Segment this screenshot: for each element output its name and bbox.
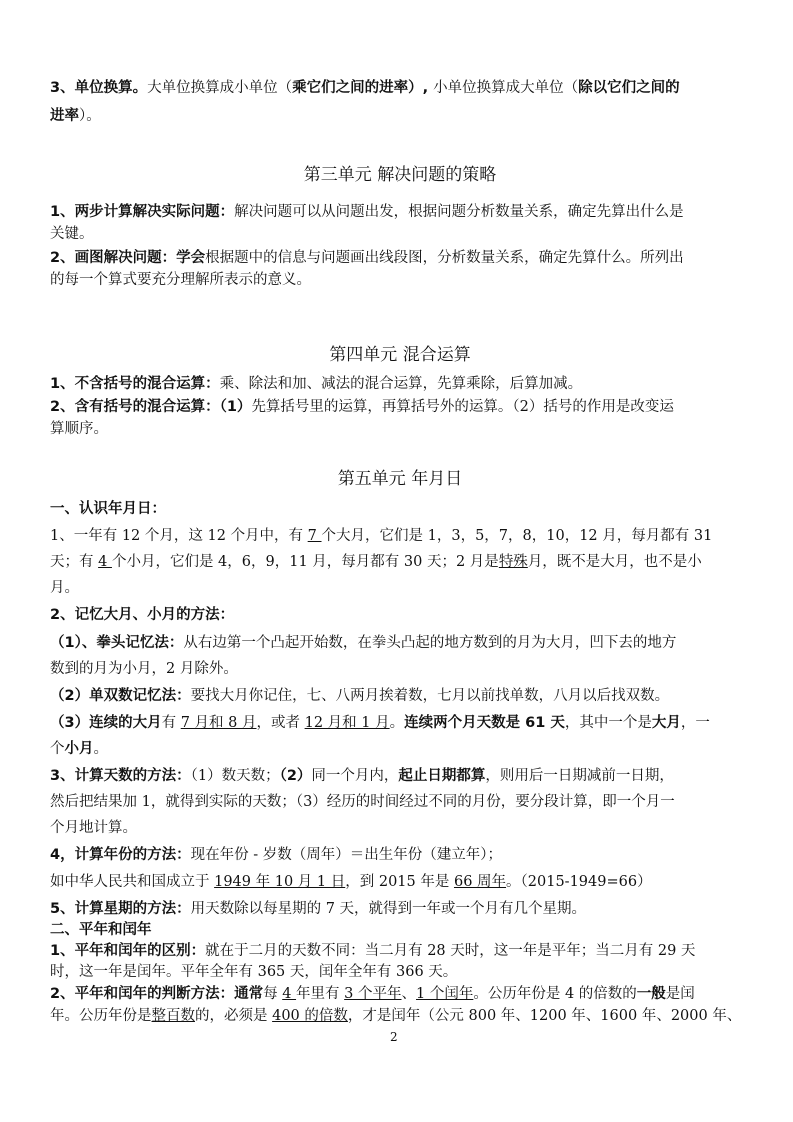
unit5-p7: 4，计算年份的方法：现在年份 - 岁数（周年）＝出生年份（建立年）； xyxy=(50,847,502,863)
unit5-p6-line2: 然后把结果加 1，就得到实际的天数；（3）经历的时间经过不同的月份，要分段计算，即一个月一 xyxy=(50,794,675,810)
unit5-p1-line2: 天；有 4 个小月，它们是 4，6，9，11 月，每月都有 30 天；2 月是特殊月，既不是大月，也不是小 xyxy=(50,554,702,570)
unit5-p5-line2: 个小月。 xyxy=(50,741,108,757)
unit4-point1: 1、不含括号的混合运算：乘、除法和加、减法的混合运算，先算乘除，后算加减。 xyxy=(50,376,583,392)
page-number: 2 xyxy=(390,1030,398,1044)
unit5-p2: 2、记忆大月、小月的方法： xyxy=(50,607,235,623)
unit-conversion-line1: 3、单位换算。大单位换算成小单位（乘它们之间的进率）, 小单位换算成大单位（除以它们之间的 xyxy=(50,80,680,96)
unit5-p9: 5、计算星期的方法：用天数除以每星期的 7 天，就得到一年或一个月有几个星期。 xyxy=(50,901,587,917)
point-label: 3、单位换算。 xyxy=(50,80,148,96)
unit3-point1: 1、两步计算解决实际问题：解决问题可以从问题出发，根据问题分析数量关系，确定先算出什么是 xyxy=(50,204,684,220)
unit3-point2-cont: 的每一个算式要充分理解所表示的意义。 xyxy=(50,272,311,288)
unit5-heading: 第五单元 年月日 xyxy=(337,469,463,489)
unit5-p10-line2: 时，这一年是闰年。平年全年有 365 天，闰年全年有 366 天。 xyxy=(50,964,458,980)
unit5-p6-line1: 3、计算天数的方法：（1）数天数；（2）同一个月内，起止日期都算，则用后一日期减前一日期， xyxy=(50,768,674,784)
unit5-p1-line1: 1、一年有 12 个月，这 12 个月中，有 7 个大月，它们是 1，3，5，7，8，10，12 月，每月都有 31 xyxy=(50,528,713,544)
unit-conversion-line2: 进率）。 xyxy=(50,108,101,124)
unit5-p3-line2: 数到的月为小月，2 月除外。 xyxy=(50,661,238,677)
unit5-p8: 如中华人民共和国成立于 1949 年 10 月 1 日，到 2015 年是 66 周年。（2015-1949=66） xyxy=(50,874,652,890)
unit5-p4: （2）单双数记忆法：要找大月你记住，七、八两月挨着数，七月以前找单数，八月以后找双数。 xyxy=(50,688,670,704)
unit5-section2-title: 二、平年和闰年 xyxy=(50,922,152,938)
unit5-p6-line3: 个月地计算。 xyxy=(50,820,137,836)
unit4-point2: 2、含有括号的混合运算：（1）先算括号里的运算，再算括号外的运算。（2）括号的作用是改变运 xyxy=(50,399,674,415)
unit4-heading: 第四单元 混合运算 xyxy=(329,345,471,365)
unit3-heading: 第三单元 解决问题的策略 xyxy=(303,165,497,185)
unit5-p11-line2: 年。公历年份是整百数的，必须是 400 的倍数，才是闰年（公元 800 年、1200 年、1600 年、2000 年、 xyxy=(50,1008,742,1024)
unit5-section1-title: 一、认识年月日： xyxy=(50,501,166,517)
unit5-p3-line1: （1）、拳头记忆法：从右边第一个凸起开始数，在拳头凸起的地方数到的月为大月，凹下去的地方 xyxy=(50,635,677,651)
unit3-point2: 2、画图解决问题：学会根据题中的信息与问题画出线段图，分析数量关系，确定先算什么。所列出 xyxy=(50,250,684,266)
unit5-p5-line1: （3）连续的大月有 7 月和 8 月，或者 12 月和 1 月。连续两个月天数是 61 天，其中一个是大月，一 xyxy=(50,715,710,731)
unit4-point2-cont: 算顺序。 xyxy=(50,421,108,437)
unit5-p1-line3: 月。 xyxy=(50,580,79,596)
unit5-p11-line1: 2、平年和闰年的判断方法：通常每 4 年里有 3 个平年、1 个闰年。公历年份是 4 的倍数的一般是闰 xyxy=(50,986,695,1002)
unit3-point1-cont: 关键。 xyxy=(50,226,94,242)
unit5-p10-line1: 1、平年和闰年的区别：就在于二月的天数不同：当二月有 28 天时，这一年是平年；当二月有 29 天 xyxy=(50,943,696,959)
